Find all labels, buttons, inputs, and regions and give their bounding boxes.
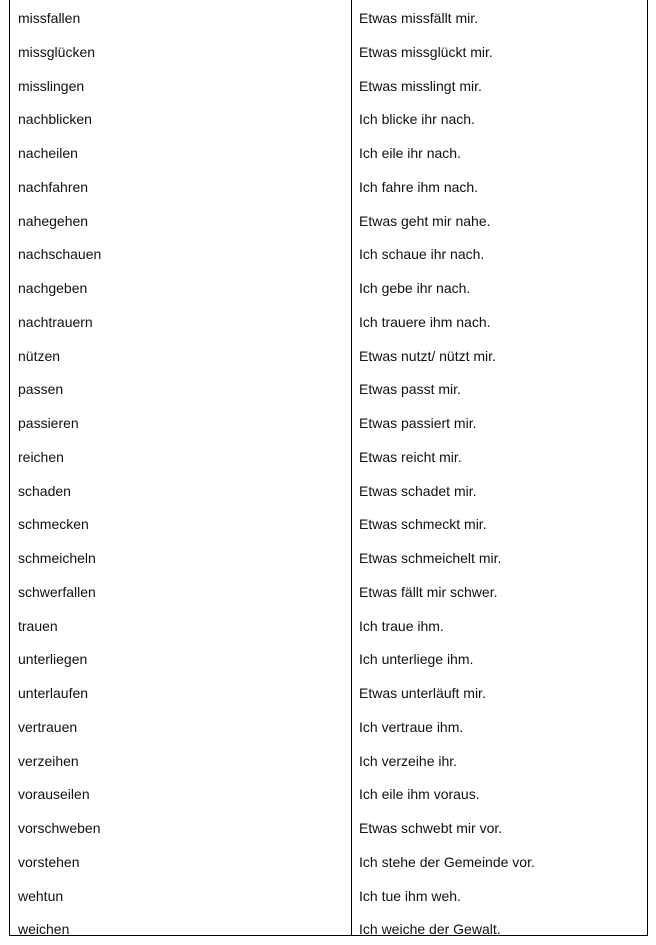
verb-cell: vorschweben: [18, 820, 101, 836]
example-sentence-cell: Ich traue ihm.: [359, 617, 444, 634]
table-row: [10, 68, 647, 102]
table-row: [10, 270, 647, 304]
example-sentence-cell: Ich unterliege ihm.: [359, 651, 474, 668]
verb-cell: unterliegen: [18, 651, 88, 668]
table-row: [10, 101, 647, 135]
verb-cell: verzeihen: [18, 752, 79, 769]
verb-cell: wehtun: [18, 887, 64, 904]
verb-cell: trauen: [18, 617, 58, 634]
verb-cell: passen: [18, 381, 64, 398]
table-row: [10, 641, 647, 675]
example-sentence-cell: Etwas passiert mir.: [359, 415, 477, 431]
example-sentence-cell: Ich eile ihm voraus.: [359, 786, 480, 803]
example-sentence-cell: Etwas geht mir nahe.: [359, 212, 491, 229]
verb-cell: vertrauen: [18, 718, 78, 735]
verb-cell: vorauseilen: [18, 786, 90, 803]
verb-cell: misslingen: [18, 77, 85, 94]
example-sentence-cell: Etwas schwebt mir vor.: [359, 820, 503, 836]
verb-table: [9, 0, 648, 936]
example-sentence-cell: Ich schaue ihr nach.: [359, 246, 485, 263]
example-sentence-cell: Ich trauere ihm nach.: [359, 313, 491, 330]
verb-cell: reichen: [18, 448, 64, 465]
table-row: [10, 405, 647, 439]
example-sentence-cell: Etwas schmeichelt mir.: [359, 550, 502, 566]
verb-cell: nützen: [18, 347, 61, 364]
verb-cell: missfallen: [18, 10, 81, 26]
verb-cell: schmecken: [18, 516, 89, 533]
table-row: [10, 0, 647, 34]
example-sentence-cell: Etwas reicht mir.: [359, 448, 462, 465]
example-sentence-cell: Ich fahre ihm nach.: [359, 178, 479, 195]
example-sentence-cell: Ich stehe der Gemeinde vor.: [359, 853, 535, 870]
table-row: [10, 169, 647, 203]
example-sentence-cell: Etwas schmeckt mir.: [359, 516, 487, 533]
table-row: [10, 371, 647, 405]
example-sentence-cell: Ich verzeihe ihr.: [359, 752, 458, 769]
verb-cell: nachschauen: [18, 246, 102, 263]
table-row: [10, 338, 647, 372]
verb-cell: vorstehen: [18, 853, 80, 870]
table-row: [10, 810, 647, 844]
table-row: [10, 506, 647, 540]
example-sentence-cell: Etwas missglückt mir.: [359, 43, 493, 60]
example-sentence-cell: Etwas unterläuft mir.: [359, 685, 486, 701]
table-row: [10, 844, 647, 878]
example-sentence-cell: Ich blicke ihr nach.: [359, 111, 475, 128]
verb-cell: schaden: [18, 482, 71, 499]
example-sentence-cell: Ich weiche der Gewalt.: [359, 921, 501, 938]
table-row: [10, 473, 647, 507]
example-sentence-cell: Etwas nutzt/ nützt mir.: [359, 347, 496, 364]
table-row: [10, 675, 647, 709]
table-row: [10, 540, 647, 574]
verb-cell: nachfahren: [18, 178, 89, 195]
verb-cell: passieren: [18, 415, 79, 431]
table-row: [10, 236, 647, 270]
verb-cell: schwerfallen: [18, 583, 96, 600]
verb-cell: nahegehen: [18, 212, 89, 229]
table-row: [10, 203, 647, 237]
verb-cell: nacheilen: [18, 145, 78, 161]
verb-cell: nachgeben: [18, 280, 88, 296]
table-row: [10, 743, 647, 777]
table-row: [10, 608, 647, 642]
example-sentence-cell: Ich tue ihm weh.: [359, 887, 461, 904]
table-row: [10, 439, 647, 473]
verb-cell: unterlaufen: [18, 685, 89, 701]
table-row: [10, 878, 647, 912]
verb-cell: nachblicken: [18, 111, 92, 128]
table-row: [10, 34, 647, 68]
example-sentence-cell: Ich vertraue ihm.: [359, 718, 464, 735]
table-row: [10, 135, 647, 169]
example-sentence-cell: Etwas missfällt mir.: [359, 10, 479, 26]
example-sentence-cell: Etwas passt mir.: [359, 381, 461, 398]
table-row: [10, 709, 647, 743]
verb-cell: schmeicheln: [18, 550, 96, 566]
verb-cell: weichen: [18, 921, 70, 938]
example-sentence-cell: Etwas misslingt mir.: [359, 77, 482, 94]
table-row: [10, 776, 647, 810]
verb-cell: missglücken: [18, 43, 96, 60]
example-sentence-cell: Etwas schadet mir.: [359, 482, 477, 499]
example-sentence-cell: Ich eile ihr nach.: [359, 145, 461, 161]
table-body: [10, 0, 647, 945]
example-sentence-cell: Ich gebe ihr nach.: [359, 280, 471, 296]
example-sentence-cell: Etwas fällt mir schwer.: [359, 583, 498, 600]
table-row: [10, 304, 647, 338]
table-row: [10, 911, 647, 945]
verb-cell: nachtrauern: [18, 313, 93, 330]
table-row: [10, 574, 647, 608]
